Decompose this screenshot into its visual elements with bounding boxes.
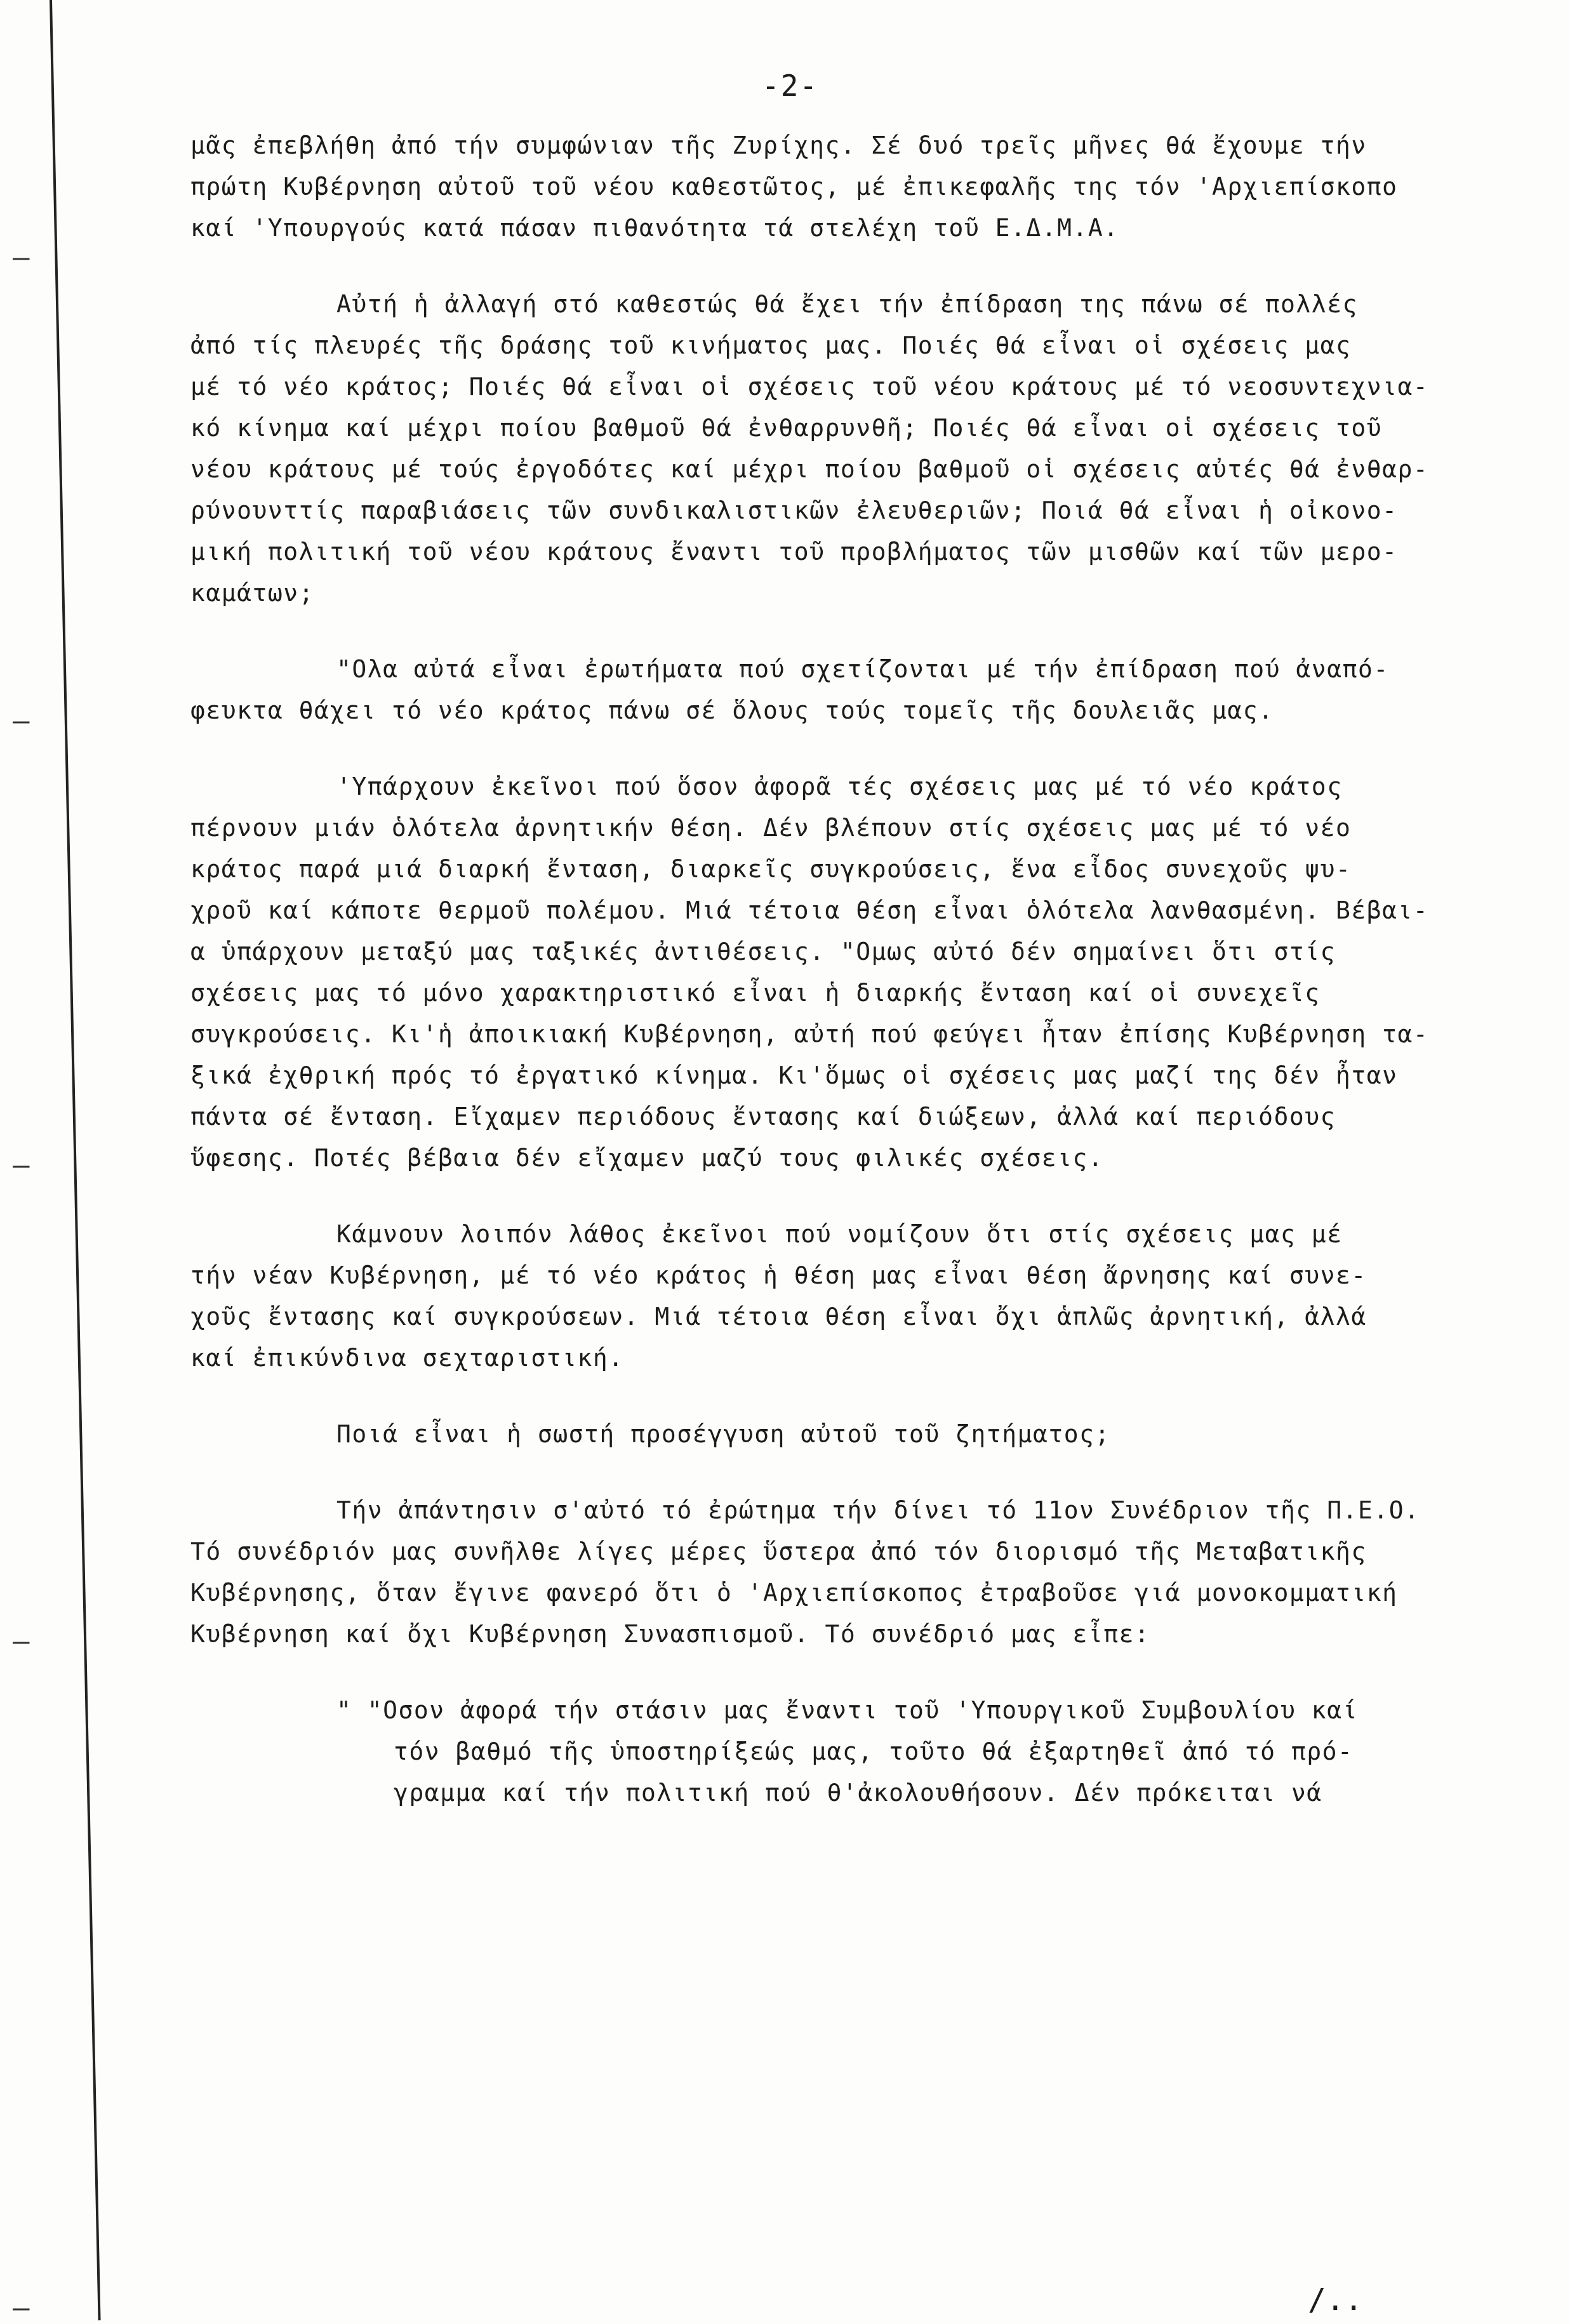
paragraph [190, 1498, 1524, 1646]
paragraph [190, 1698, 1524, 1805]
text-line: ξικά ἐχθρική πρός τό ἐργατικό κίνημα. Κι'ὅμως οἱ σχέσεις μας μαζί της δέν ἦταν [190, 1061, 1398, 1089]
paragraph-gap [190, 1187, 1524, 1222]
text-line: 'Υπάρχουν ἐκεῖνοι πού ὅσον ἀφορᾶ τές σχέσεις μας μέ τό νέο κράτος [336, 773, 1343, 800]
paragraph-gap [190, 622, 1524, 657]
text-line: Τήν ἀπάντησιν σ'αὐτό τό ἐρώτημα τήν δίνει τό 11ον Συνέδριον τῆς Π.Ε.Ο. [336, 1496, 1420, 1524]
text-line: φευκτα θάχει τό νέο κράτος πάνω σέ ὅλους τούς τομεῖς τῆς δουλειᾶς μας. [190, 696, 1274, 724]
margin-mark: — [13, 1149, 30, 1181]
text-line: πρώτη Κυβέρνηση αὐτοῦ τοῦ νέου καθεστῶτος, μέ ἐπικεφαλῆς της τόν 'Αρχιεπίσκοπο [190, 173, 1398, 201]
text-line: ὕφεσης. Ποτές βέβαια δέν εἴχαμεν μαζύ τους φιλικές σχέσεις. [190, 1144, 1104, 1172]
text-line: κράτος παρά μιά διαρκή ἔνταση, διαρκεῖς συγκρούσεις, ἕνα εἶδος συνεχοῦς ψυ- [190, 855, 1352, 883]
text-line: Κυβέρνησης, ὅταν ἔγινε φανερό ὅτι ὁ 'Αρχιεπίσκοπος ἐτραβοῦσε γιά μονοκομματική [190, 1579, 1398, 1607]
text-line: πέρνουν μιάν ὁλότελα ἀρνητικήν θέση. Δέν βλέπουν στίς σχέσεις μας μέ τό νέο [190, 814, 1352, 842]
text-line: καί 'Υπουργούς κατά πάσαν πιθανότητα τά στελέχη τοῦ Ε.Δ.Μ.Α. [190, 214, 1119, 242]
margin-mark: — [13, 1625, 30, 1657]
text-line: μέ τό νέο κράτος; Ποιές θά εἶναι οἱ σχέσεις τοῦ νέου κράτους μέ τό νεοσυντεχνια- [190, 373, 1429, 401]
margin-mark: — [13, 2292, 30, 2324]
paragraph [190, 292, 1524, 605]
paragraph-gap [190, 1387, 1524, 1422]
paragraph-gap [190, 1463, 1524, 1498]
text-line: συγκρούσεις. Κι'ἡ ἀποικιακή Κυβέρνηση, αὐτή πού φεύγει ἦταν ἐπίσης Κυβέρνηση τα- [190, 1020, 1429, 1048]
text-line: ρύνουνττίς παραβιάσεις τῶν συνδικαλιστικῶν ἐλευθεριῶν; Ποιά θά εἶναι ἡ οἰκονο- [190, 496, 1398, 524]
text-line: μᾶς ἐπεβλήθη ἀπό τήν συμφώνιαν τῆς Ζυρίχης. Σέ δυό τρεῖς μῆνες θά ἔχουμε τήν [190, 131, 1367, 159]
text-line: Τό συνέδριόν μας συνῆλθε λίγες μέρες ὕστερα ἀπό τόν διορισμό τῆς Μεταβατικῆς [190, 1537, 1367, 1565]
text-line: "Ολα αὐτά εἶναι ἐρωτήματα πού σχετίζονται μέ τήν ἐπίδραση πού ἀναπό- [336, 655, 1389, 683]
text-line: " "Οσον ἀφορά τήν στάσιν μας ἔναντι τοῦ 'Υπουργικοῦ Συμβουλίου καί [336, 1696, 1358, 1724]
text-line: Ποιά εἶναι ἡ σωστή προσέγγυση αὐτοῦ τοῦ ζητήματος; [336, 1420, 1110, 1448]
continuation-mark: /.. [1308, 2282, 1363, 2318]
paragraph-gap [190, 257, 1524, 292]
text-line: Κάμνουν λοιπόν λάθος ἐκεῖνοι πού νομίζουν ὅτι στίς σχέσεις μας μέ [336, 1220, 1343, 1248]
text-line: γραμμα καί τήν πολιτική πού θ'ἀκολουθήσουν. Δέν πρόκειται νά [394, 1779, 1322, 1807]
text-line: καί ἐπικύνδινα σεχταριστική. [190, 1344, 624, 1372]
text-line: μική πολιτική τοῦ νέου κράτους ἔναντι τοῦ προβλήματος τῶν μισθῶν καί τῶν μερο- [190, 538, 1398, 566]
text-line: τόν βαθμό τῆς ὑποστηρίξεώς μας, τοῦτο θά ἐξαρτηθεῖ ἀπό τό πρό- [394, 1737, 1354, 1765]
margin-mark: — [13, 241, 30, 274]
text-line: σχέσεις μας τό μόνο χαρακτηριστικό εἶναι ἡ διαρκής ἔνταση καί οἱ συνεχεῖς [190, 979, 1321, 1007]
document-body [190, 133, 1524, 1822]
paragraph [190, 1422, 1524, 1446]
text-line: χροῦ καί κάποτε θερμοῦ πολέμου. Μιά τέτοια θέση εἶναι ὁλότελα λανθασμένη. Βέβαι- [190, 896, 1429, 924]
text-line: πάντα σέ ἔνταση. Εἴχαμεν περιόδους ἔντασης καί διώξεων, ἀλλά καί περιόδους [190, 1103, 1336, 1131]
text-line: καμάτων; [190, 579, 315, 607]
text-line: χοῦς ἔντασης καί συγκρούσεων. Μιά τέτοια θέση εἶναι ὄχι ἁπλῶς ἀρνητική, ἀλλά [190, 1303, 1367, 1331]
margin-mark: — [13, 705, 30, 737]
text-line: ἀπό τίς πλευρές τῆς δράσης τοῦ κινήματος μας. Ποιές θά εἶναι οἱ σχέσεις μας [190, 331, 1352, 359]
page-edge-line [50, 0, 101, 2320]
paragraph [190, 774, 1524, 1170]
text-line: κό κίνημα καί μέχρι ποίου βαθμοῦ θά ἐνθαρρυνθῆ; Ποιές θά εἶναι οἱ σχέσεις τοῦ [190, 414, 1383, 442]
text-line: α ὑπάρχουν μεταξύ μας ταξικές ἀντιθέσεις. "Ομως αὐτό δέν σημαίνει ὅτι στίς [190, 938, 1336, 966]
paragraph-gap [190, 1663, 1524, 1698]
text-line: Αὐτή ἡ ἀλλαγή στό καθεστώς θά ἔχει τήν ἐπίδραση της πάνω σέ πολλές [336, 290, 1358, 318]
text-line: τήν νέαν Κυβέρνηση, μέ τό νέο κράτος ἡ θέση μας εἶναι θέση ἄρνησης καί συνε- [190, 1261, 1367, 1289]
paragraph [190, 1222, 1524, 1370]
page-number: -2- [762, 69, 819, 103]
paragraph [190, 657, 1524, 722]
text-line: Κυβέρνηση καί ὄχι Κυβέρνηση Συνασπισμοῦ. Τό συνέδριό μας εἶπε: [190, 1620, 1150, 1648]
paragraph [190, 133, 1524, 240]
text-line: νέου κράτους μέ τούς ἐργοδότες καί μέχρι ποίου βαθμοῦ οἱ σχέσεις αὐτές θά ἐνθαρ- [190, 455, 1429, 483]
paragraph-gap [190, 740, 1524, 774]
